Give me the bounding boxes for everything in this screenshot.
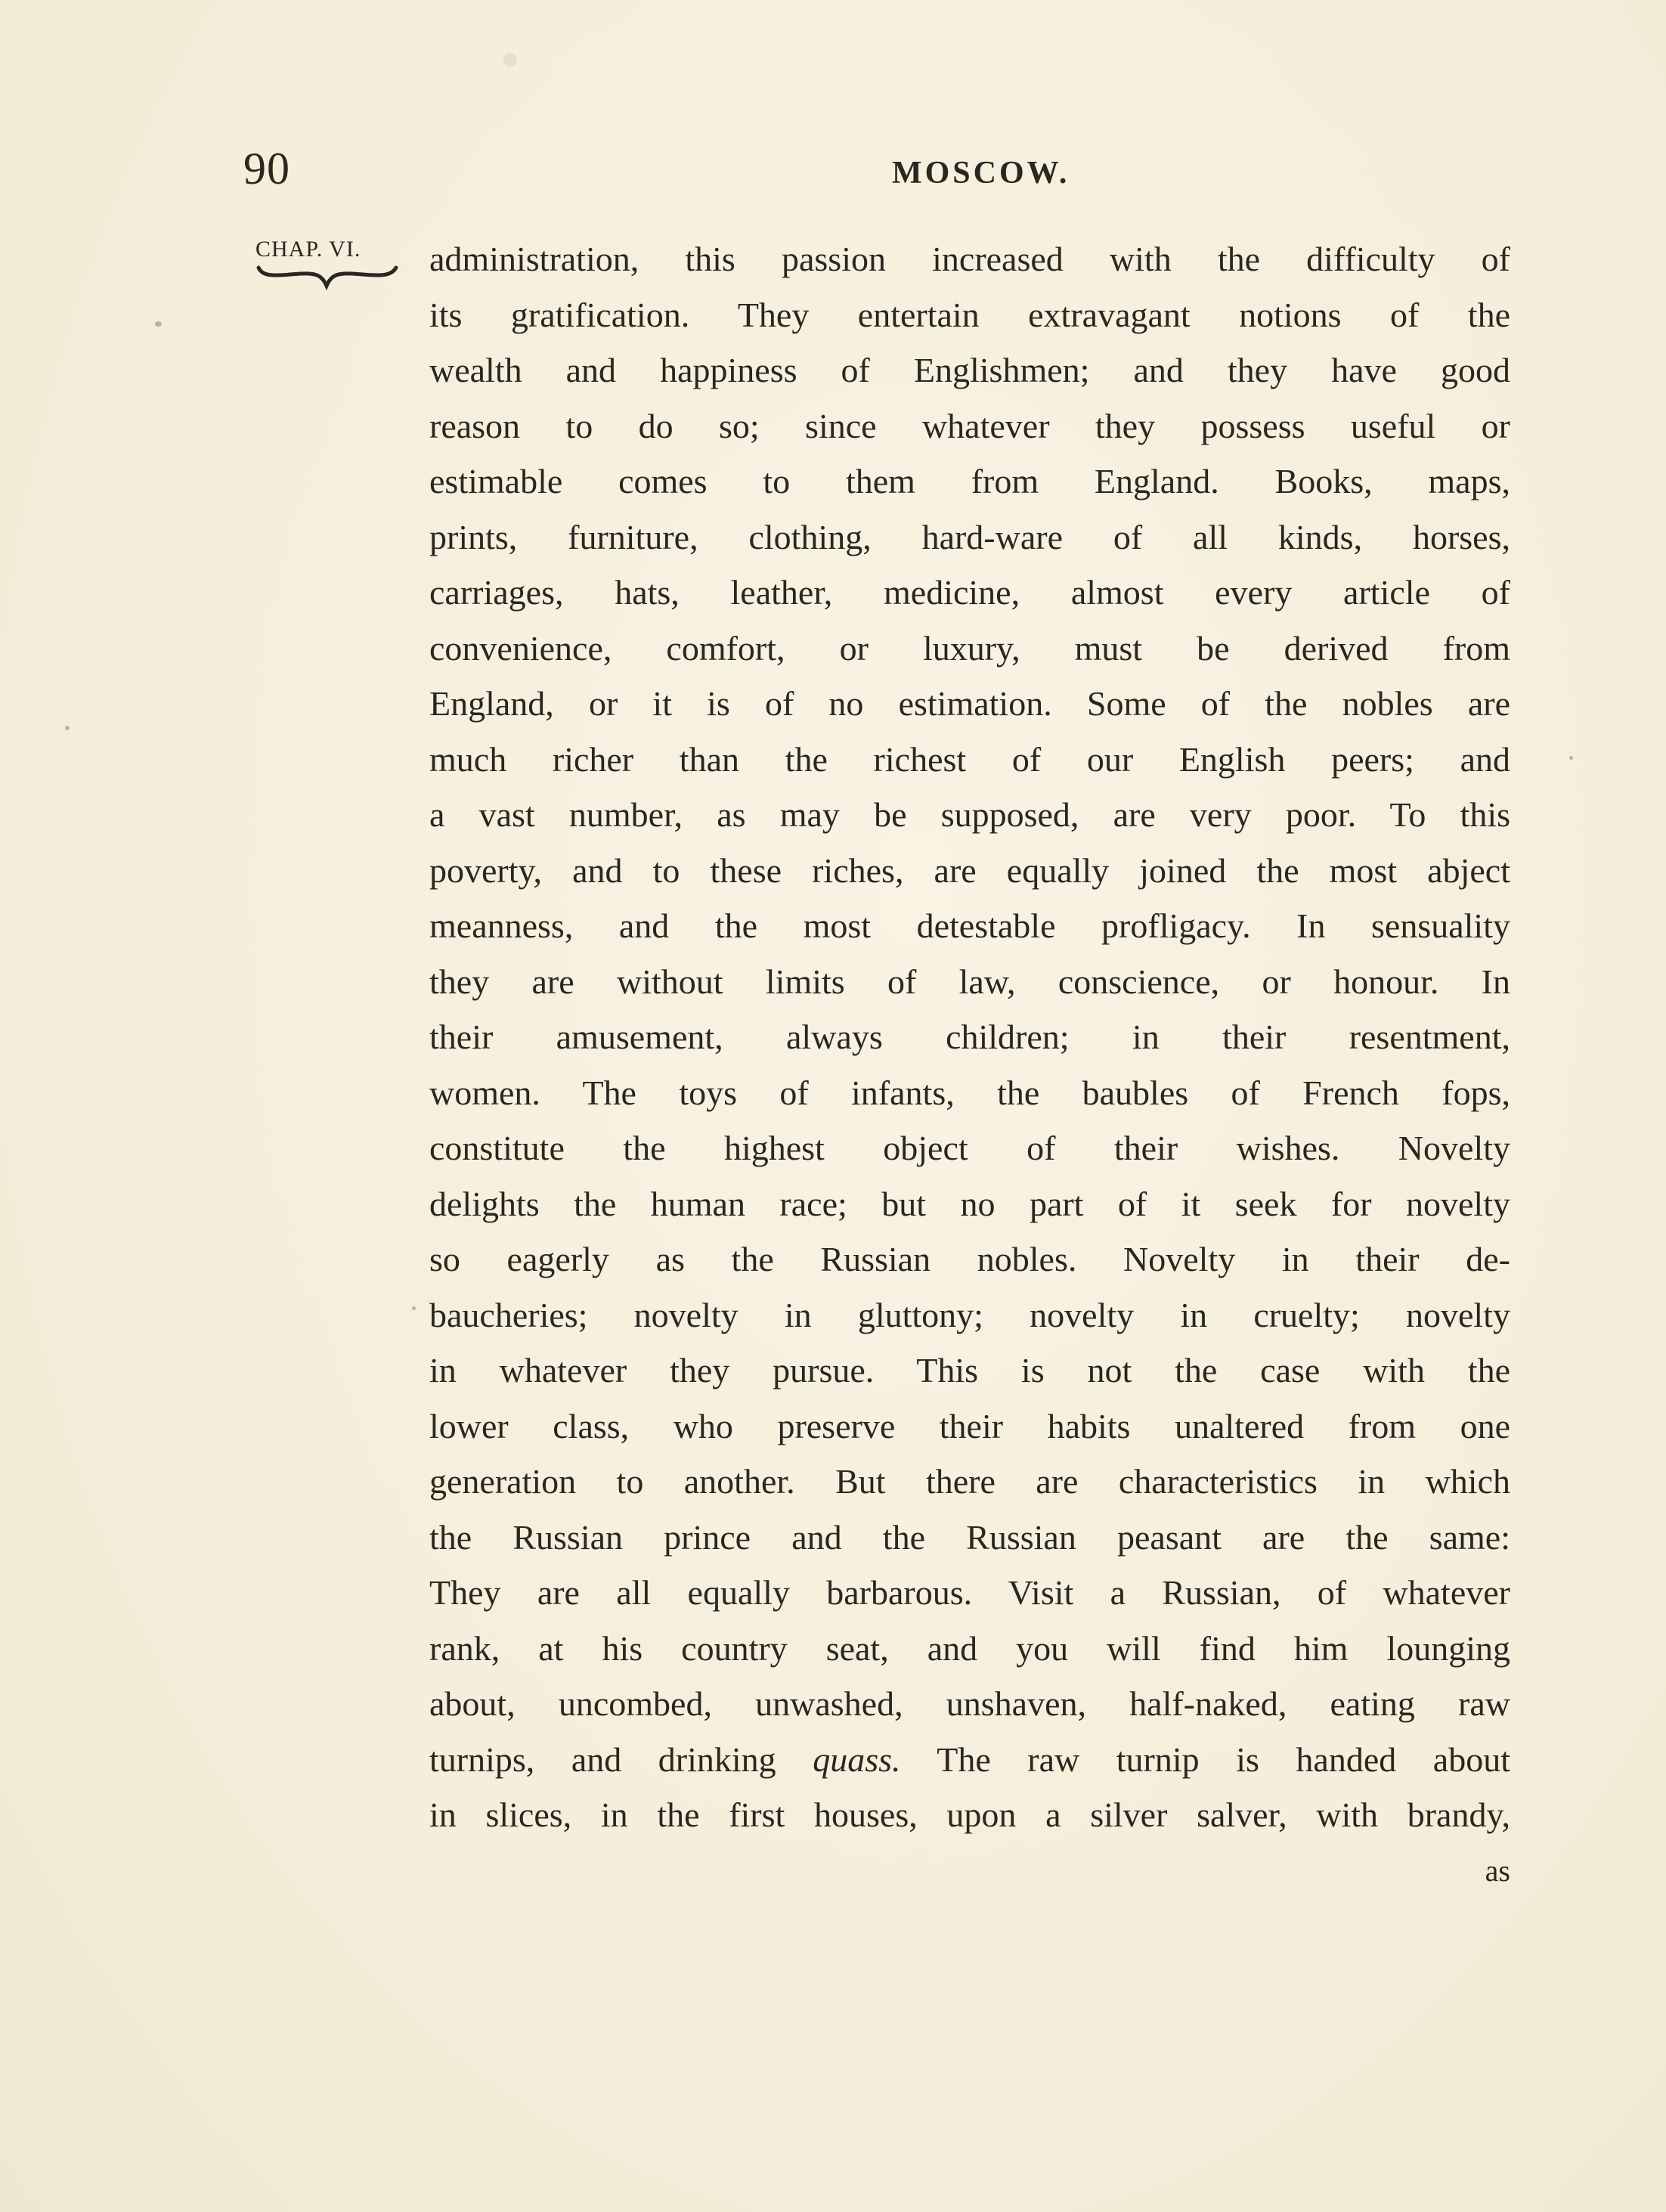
paper-speck — [412, 1306, 416, 1310]
text-segment: turnips, and drinking — [429, 1740, 813, 1779]
paper-speck — [65, 726, 70, 730]
text-segment: The raw turnip is handed about — [900, 1740, 1510, 1779]
text-line: the Russian prince and the Russian peasant are the same: — [429, 1517, 1510, 1557]
text-line: generation to another. But there are characteristics in which — [429, 1462, 1510, 1501]
catchword: as — [1485, 1853, 1510, 1888]
text-line: so eagerly as the Russian nobles. Novelty in their de- — [429, 1240, 1510, 1278]
text-line: delights the human race; but no part of it seek for novelty — [429, 1184, 1510, 1223]
paper-speck — [1569, 756, 1573, 760]
text-line: they are without limits of law, conscience, or honour. In — [429, 962, 1510, 1001]
text-line — [429, 1732, 1510, 1788]
running-title: MOSCOW. — [892, 156, 1070, 191]
text-line: meanness, and the most detestable profligacy. In sensuality — [429, 906, 1510, 945]
chapter-marker — [255, 236, 399, 290]
text-line: prints, furniture, clothing, hard-ware of all kinds, horses, — [429, 517, 1510, 556]
chapter-label: CHAP. VI. — [255, 237, 361, 262]
text-line: about, uncombed, unwashed, unshaven, half-naked, eating raw — [429, 1684, 1510, 1723]
text-line: their amusement, always children; in their resentment, — [429, 1018, 1510, 1056]
text-line: in slices, in the first houses, upon a silver salver, with brandy, — [429, 1795, 1510, 1834]
paper-speck — [503, 53, 517, 67]
text-line: England, or it is of no estimation. Some of the nobles are — [429, 684, 1510, 723]
text-line: lower class, who preserve their habits unaltered from one — [429, 1406, 1510, 1445]
text-line: constitute the highest object of their wishes. Novelty — [429, 1129, 1510, 1167]
text-line: estimable comes to them from England. Books, maps, — [429, 462, 1510, 500]
page-number: 90 — [243, 144, 290, 194]
text-line: administration, this passion increased with the difficulty of — [429, 240, 1510, 278]
text-line: a vast number, as may be supposed, are very poor. To this — [429, 795, 1510, 834]
text-line: rank, at his country seat, and you will find him lounging — [429, 1628, 1510, 1668]
body-text — [429, 231, 1510, 1898]
text-line: in whatever they pursue. This is not the case with the — [429, 1351, 1510, 1389]
text-line: They are all equally barbarous. Visit a Russian, of whatever — [429, 1573, 1510, 1612]
paper-speck — [155, 321, 162, 327]
text-line: poverty, and to these riches, are equally joined the most abject — [429, 850, 1510, 890]
text-line: carriages, hats, leather, medicine, almost every article of — [429, 573, 1510, 612]
text-line: reason to do so; since whatever they possess useful or — [429, 406, 1510, 445]
text-line: wealth and happiness of Englishmen; and they have good — [429, 351, 1510, 389]
chapter-brace-ornament — [255, 265, 399, 290]
text-line: women. The toys of infants, the baubles of French fops, — [429, 1073, 1510, 1112]
text-line: convenience, comfort, or luxury, must be derived from — [429, 628, 1510, 668]
text-line: baucheries; novelty in gluttony; novelty in cruelty; novelty — [429, 1295, 1510, 1334]
italic-word: quass. — [813, 1740, 901, 1779]
text-line: its gratification. They entertain extravagant notions of the — [429, 295, 1510, 334]
text-line: much richer than the richest of our English peers; and — [429, 739, 1510, 779]
